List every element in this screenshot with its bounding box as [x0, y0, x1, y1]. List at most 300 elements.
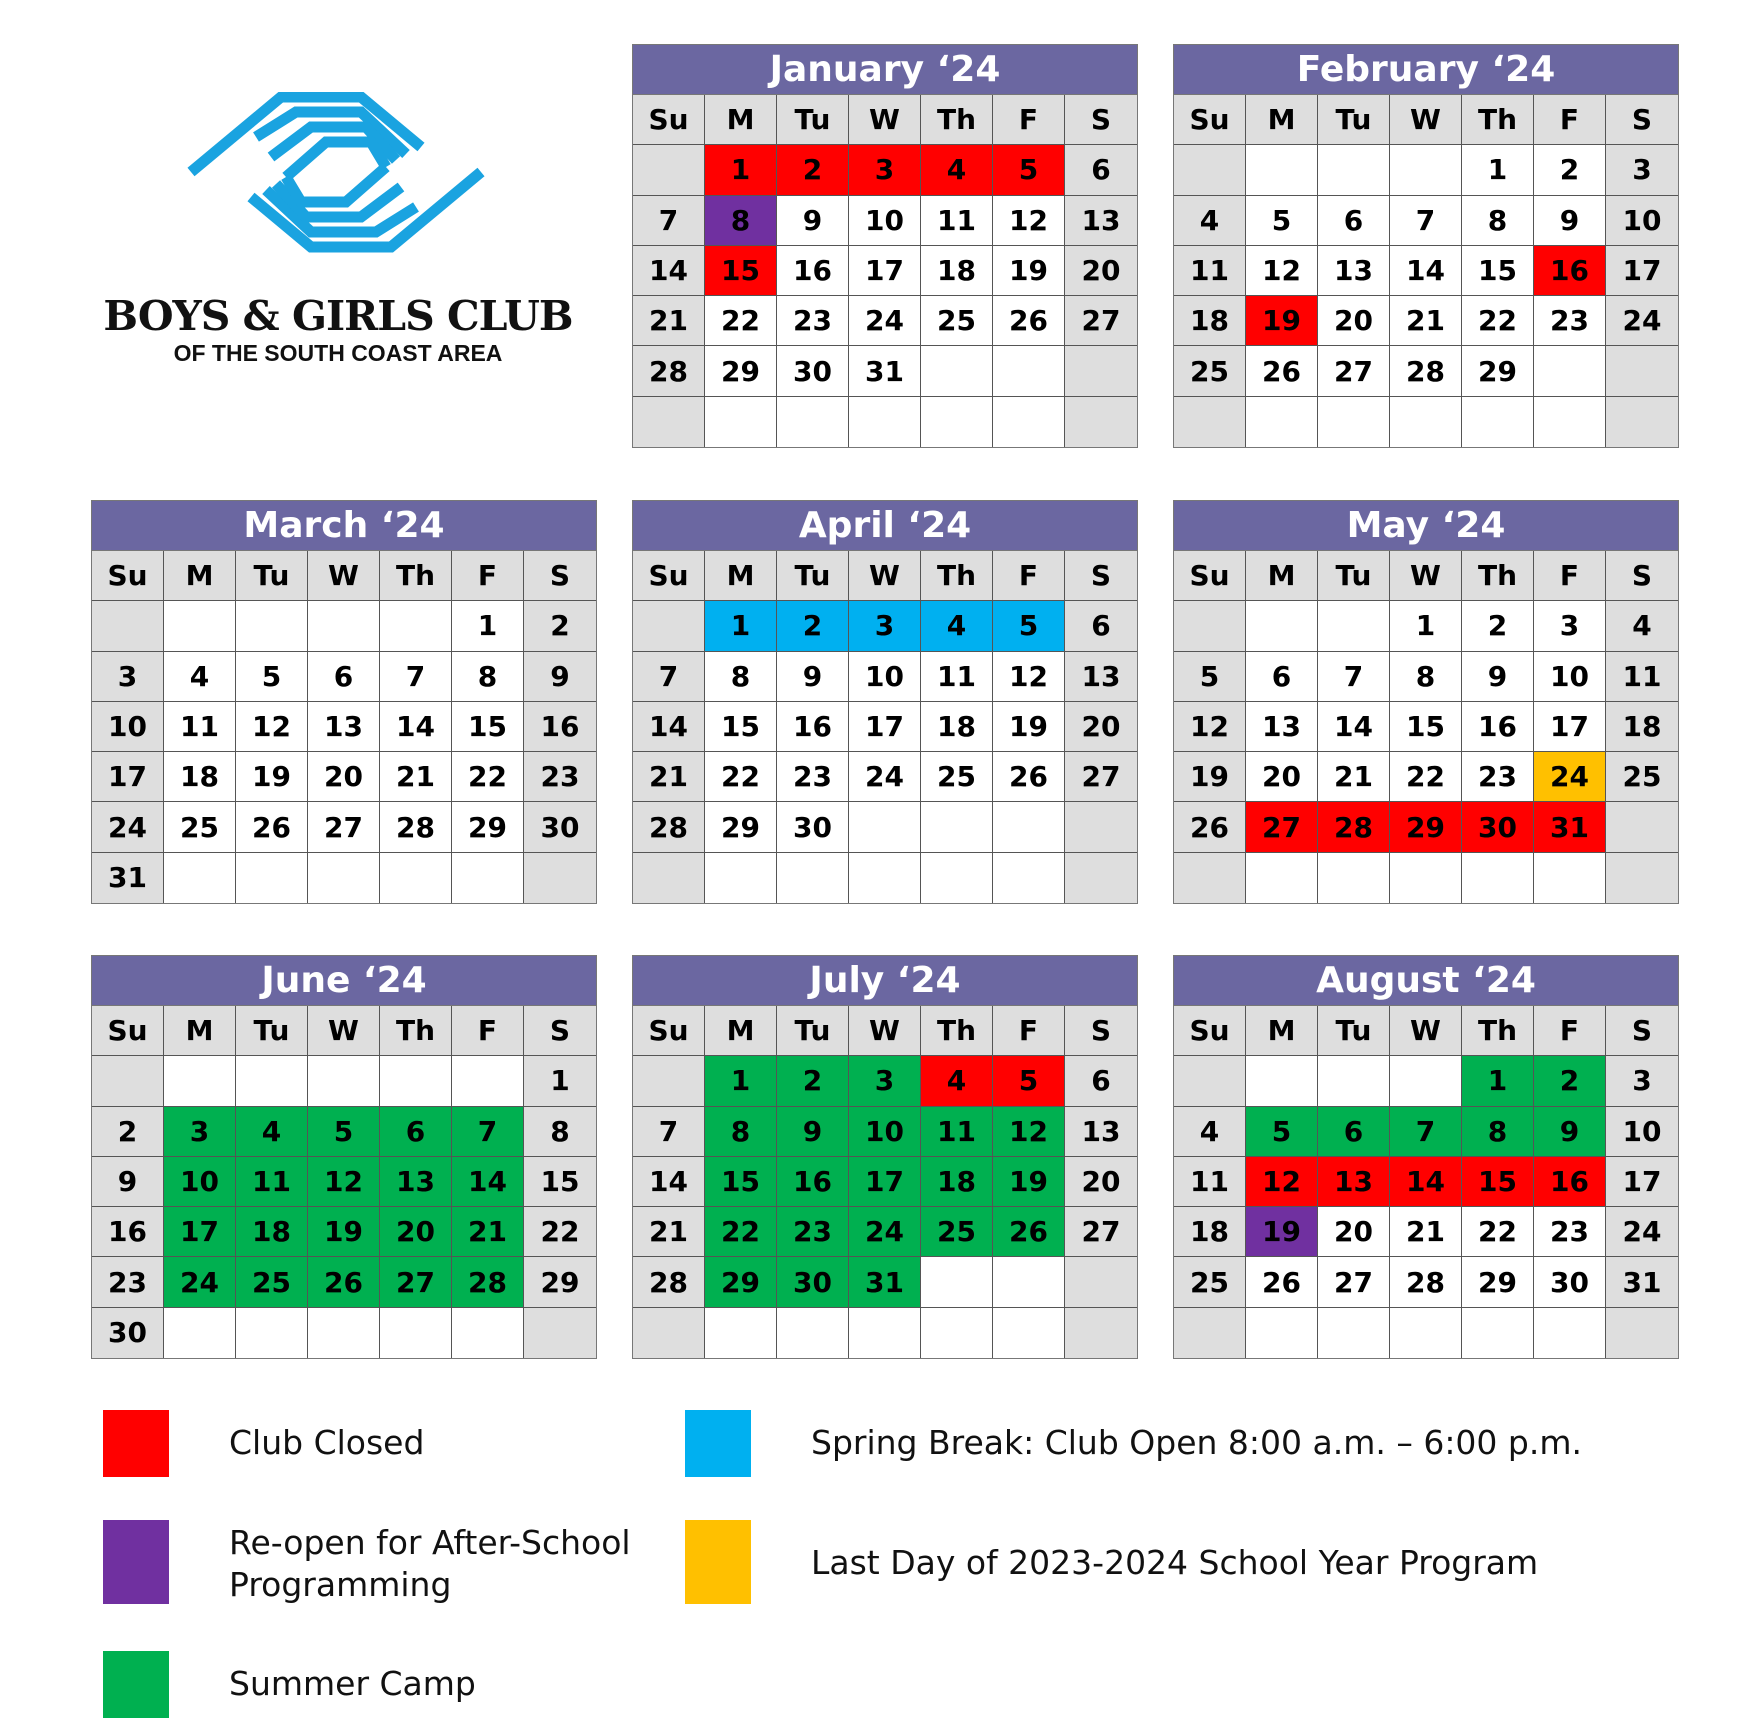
- day-cell: 16: [777, 1157, 849, 1207]
- day-cell: 18: [921, 1157, 993, 1207]
- empty-day-cell: [164, 1308, 236, 1358]
- day-cell: 16: [1462, 702, 1534, 752]
- weekday-header: Th: [380, 551, 452, 601]
- weekday-header: Th: [921, 1006, 993, 1056]
- day-cell: 8: [1462, 1107, 1534, 1157]
- legend-swatch: [685, 1520, 751, 1604]
- legend-label: Club Closed: [229, 1423, 425, 1462]
- empty-day-cell: [308, 1056, 380, 1106]
- day-cell: 1: [1462, 145, 1534, 195]
- empty-day-cell: [1174, 1056, 1246, 1106]
- day-cell: 30: [524, 802, 596, 852]
- day-cell: 3: [849, 601, 921, 651]
- empty-day-cell: [452, 1308, 524, 1358]
- day-cell: 14: [633, 1157, 705, 1207]
- day-cell: 20: [1318, 296, 1390, 346]
- day-cell: 20: [1246, 752, 1318, 802]
- day-cell: 29: [452, 802, 524, 852]
- legend-swatch: [103, 1651, 169, 1718]
- day-cell: 20: [1065, 1157, 1137, 1207]
- weekday-header: Tu: [777, 95, 849, 145]
- club-logo: [96, 92, 596, 372]
- day-cell: 23: [524, 752, 596, 802]
- day-cell: 1: [452, 601, 524, 651]
- day-cell: 18: [1174, 1207, 1246, 1257]
- weekday-header: M: [705, 95, 777, 145]
- day-cell: 11: [1174, 246, 1246, 296]
- day-cell: 19: [993, 1157, 1065, 1207]
- day-cell: 25: [1174, 1257, 1246, 1307]
- empty-day-cell: [777, 853, 849, 903]
- weekday-header: S: [524, 1006, 596, 1056]
- weekday-header: Su: [633, 551, 705, 601]
- day-cell: 16: [777, 702, 849, 752]
- day-cell: 8: [452, 652, 524, 702]
- day-cell: 24: [164, 1257, 236, 1307]
- day-cell: 27: [308, 802, 380, 852]
- day-cell: 8: [1462, 196, 1534, 246]
- day-cell: 5: [993, 601, 1065, 651]
- day-cell: 19: [993, 246, 1065, 296]
- weekday-header: F: [452, 1006, 524, 1056]
- empty-day-cell: [1246, 1308, 1318, 1358]
- day-cell: 20: [380, 1207, 452, 1257]
- day-cell: 6: [1246, 652, 1318, 702]
- day-cell: 19: [1246, 296, 1318, 346]
- day-cell: 22: [524, 1207, 596, 1257]
- empty-day-cell: [380, 601, 452, 651]
- day-cell: 31: [849, 346, 921, 396]
- day-cell: 25: [921, 1207, 993, 1257]
- day-cell: 21: [1318, 752, 1390, 802]
- day-cell: 6: [1065, 1056, 1137, 1106]
- weekday-header: Th: [921, 95, 993, 145]
- day-cell: 26: [1246, 1257, 1318, 1307]
- weekday-header: S: [524, 551, 596, 601]
- day-cell: 15: [1390, 702, 1462, 752]
- empty-day-cell: [633, 1056, 705, 1106]
- empty-day-cell: [993, 853, 1065, 903]
- day-cell: 9: [524, 652, 596, 702]
- day-cell: 26: [993, 752, 1065, 802]
- empty-day-cell: [1390, 1056, 1462, 1106]
- month-calendar: [91, 500, 597, 904]
- empty-day-cell: [1065, 1257, 1137, 1307]
- empty-day-cell: [308, 1308, 380, 1358]
- day-cell: 17: [1534, 702, 1606, 752]
- day-cell: 19: [1174, 752, 1246, 802]
- day-cell: 7: [633, 1107, 705, 1157]
- empty-day-cell: [380, 1056, 452, 1106]
- weekday-header: Tu: [1318, 95, 1390, 145]
- day-cell: 18: [921, 246, 993, 296]
- day-cell: 1: [1390, 601, 1462, 651]
- empty-day-cell: [1318, 1308, 1390, 1358]
- day-cell: 23: [1462, 752, 1534, 802]
- weekday-header: Tu: [777, 1006, 849, 1056]
- day-cell: 28: [452, 1257, 524, 1307]
- day-cell: 16: [777, 246, 849, 296]
- empty-day-cell: [1534, 397, 1606, 447]
- legend-label: Last Day of 2023-2024 School Year Program: [811, 1543, 1539, 1582]
- day-cell: 23: [92, 1257, 164, 1307]
- legend-swatch: [103, 1410, 169, 1477]
- day-cell: 6: [1065, 145, 1137, 195]
- empty-day-cell: [1065, 397, 1137, 447]
- day-cell: 1: [524, 1056, 596, 1106]
- weekday-header: Th: [921, 551, 993, 601]
- day-cell: 6: [1318, 1107, 1390, 1157]
- day-cell: 24: [849, 296, 921, 346]
- day-cell: 13: [308, 702, 380, 752]
- day-cell: 17: [1606, 1157, 1678, 1207]
- empty-day-cell: [633, 601, 705, 651]
- day-cell: 3: [92, 652, 164, 702]
- day-cell: 25: [1606, 752, 1678, 802]
- empty-day-cell: [921, 346, 993, 396]
- empty-day-cell: [1462, 397, 1534, 447]
- day-cell: 14: [1390, 1157, 1462, 1207]
- weekday-header: W: [1390, 1006, 1462, 1056]
- empty-day-cell: [1318, 1056, 1390, 1106]
- empty-day-cell: [705, 853, 777, 903]
- day-cell: 7: [1318, 652, 1390, 702]
- legend-swatch: [685, 1410, 751, 1477]
- day-cell: 24: [1606, 296, 1678, 346]
- empty-day-cell: [1174, 1308, 1246, 1358]
- month-calendar: [1173, 955, 1679, 1359]
- empty-day-cell: [1390, 145, 1462, 195]
- day-cell: 26: [993, 1207, 1065, 1257]
- day-cell: 28: [380, 802, 452, 852]
- day-cell: 13: [1246, 702, 1318, 752]
- day-cell: 10: [164, 1157, 236, 1207]
- day-cell: 4: [1174, 196, 1246, 246]
- weekday-header: Tu: [777, 551, 849, 601]
- weekday-header: M: [1246, 1006, 1318, 1056]
- day-cell: 23: [777, 1207, 849, 1257]
- day-cell: 3: [849, 1056, 921, 1106]
- weekday-header: M: [1246, 551, 1318, 601]
- day-cell: 15: [705, 1157, 777, 1207]
- empty-day-cell: [849, 802, 921, 852]
- day-cell: 9: [777, 196, 849, 246]
- day-cell: 3: [164, 1107, 236, 1157]
- legend-swatch: [103, 1520, 169, 1604]
- empty-day-cell: [705, 1308, 777, 1358]
- day-cell: 1: [1462, 1056, 1534, 1106]
- day-cell: 4: [921, 1056, 993, 1106]
- weekday-header: Su: [633, 95, 705, 145]
- weekday-header: W: [1390, 95, 1462, 145]
- day-cell: 11: [1174, 1157, 1246, 1207]
- day-cell: 10: [849, 652, 921, 702]
- day-cell: 19: [993, 702, 1065, 752]
- logo-subtitle: OF THE SOUTH COAST AREA: [173, 340, 503, 366]
- day-cell: 30: [1462, 802, 1534, 852]
- day-cell: 2: [777, 145, 849, 195]
- day-cell: 20: [1065, 702, 1137, 752]
- weekday-header: W: [1390, 551, 1462, 601]
- empty-day-cell: [1534, 853, 1606, 903]
- day-cell: 12: [993, 196, 1065, 246]
- month-title: February ‘24: [1174, 45, 1678, 95]
- day-cell: 7: [380, 652, 452, 702]
- empty-day-cell: [524, 853, 596, 903]
- day-cell: 22: [705, 296, 777, 346]
- day-cell: 23: [1534, 1207, 1606, 1257]
- day-cell: 19: [236, 752, 308, 802]
- day-cell: 15: [705, 702, 777, 752]
- day-cell: 11: [236, 1157, 308, 1207]
- empty-day-cell: [1318, 853, 1390, 903]
- day-cell: 25: [164, 802, 236, 852]
- weekday-header: M: [164, 1006, 236, 1056]
- day-cell: 2: [524, 601, 596, 651]
- day-cell: 21: [380, 752, 452, 802]
- day-cell: 22: [1390, 752, 1462, 802]
- weekday-header: Tu: [236, 551, 308, 601]
- day-cell: 8: [705, 1107, 777, 1157]
- day-cell: 21: [1390, 1207, 1462, 1257]
- day-cell: 1: [705, 601, 777, 651]
- weekday-header: S: [1065, 95, 1137, 145]
- day-cell: 21: [452, 1207, 524, 1257]
- month-calendar: [632, 500, 1138, 904]
- day-cell: 3: [1606, 1056, 1678, 1106]
- day-cell: 6: [308, 652, 380, 702]
- month-calendar: [91, 955, 597, 1359]
- day-cell: 28: [1318, 802, 1390, 852]
- day-cell: 11: [164, 702, 236, 752]
- day-cell: 13: [1065, 1107, 1137, 1157]
- day-cell: 26: [993, 296, 1065, 346]
- day-cell: 9: [777, 1107, 849, 1157]
- empty-day-cell: [1246, 601, 1318, 651]
- day-cell: 23: [777, 296, 849, 346]
- day-cell: 29: [705, 346, 777, 396]
- day-cell: 2: [1534, 1056, 1606, 1106]
- weekday-header: M: [705, 551, 777, 601]
- empty-day-cell: [92, 601, 164, 651]
- day-cell: 11: [1606, 652, 1678, 702]
- weekday-header: F: [1534, 1006, 1606, 1056]
- day-cell: 15: [705, 246, 777, 296]
- day-cell: 11: [921, 196, 993, 246]
- day-cell: 27: [1065, 1207, 1137, 1257]
- day-cell: 27: [1246, 802, 1318, 852]
- empty-day-cell: [308, 853, 380, 903]
- day-cell: 10: [1534, 652, 1606, 702]
- day-cell: 27: [1318, 1257, 1390, 1307]
- empty-day-cell: [1318, 601, 1390, 651]
- day-cell: 8: [705, 652, 777, 702]
- day-cell: 24: [1534, 752, 1606, 802]
- day-cell: 23: [777, 752, 849, 802]
- day-cell: 29: [1462, 1257, 1534, 1307]
- day-cell: 18: [921, 702, 993, 752]
- empty-day-cell: [993, 1308, 1065, 1358]
- day-cell: 14: [452, 1157, 524, 1207]
- day-cell: 14: [1318, 702, 1390, 752]
- day-cell: 31: [1606, 1257, 1678, 1307]
- day-cell: 30: [1534, 1257, 1606, 1307]
- day-cell: 15: [452, 702, 524, 752]
- legend-label: Summer Camp: [229, 1664, 476, 1703]
- weekday-header: Su: [633, 1006, 705, 1056]
- weekday-header: W: [308, 1006, 380, 1056]
- day-cell: 3: [1534, 601, 1606, 651]
- day-cell: 5: [993, 145, 1065, 195]
- weekday-header: S: [1606, 95, 1678, 145]
- empty-day-cell: [308, 601, 380, 651]
- empty-day-cell: [236, 601, 308, 651]
- day-cell: 16: [92, 1207, 164, 1257]
- month-title: January ‘24: [633, 45, 1137, 95]
- day-cell: 12: [1246, 1157, 1318, 1207]
- day-cell: 28: [633, 802, 705, 852]
- weekday-header: S: [1606, 551, 1678, 601]
- weekday-header: W: [308, 551, 380, 601]
- weekday-header: Su: [1174, 95, 1246, 145]
- empty-day-cell: [633, 397, 705, 447]
- empty-day-cell: [1606, 802, 1678, 852]
- month-title: August ‘24: [1174, 956, 1678, 1006]
- day-cell: 29: [524, 1257, 596, 1307]
- day-cell: 3: [1606, 145, 1678, 195]
- day-cell: 15: [524, 1157, 596, 1207]
- day-cell: 31: [1534, 802, 1606, 852]
- day-cell: 13: [1318, 246, 1390, 296]
- day-cell: 21: [1390, 296, 1462, 346]
- day-cell: 4: [1606, 601, 1678, 651]
- day-cell: 15: [1462, 246, 1534, 296]
- weekday-header: Su: [92, 1006, 164, 1056]
- month-calendar: [632, 955, 1138, 1359]
- empty-day-cell: [380, 1308, 452, 1358]
- empty-day-cell: [1174, 397, 1246, 447]
- day-cell: 8: [705, 196, 777, 246]
- empty-day-cell: [705, 397, 777, 447]
- day-cell: 28: [1390, 1257, 1462, 1307]
- day-cell: 13: [1318, 1157, 1390, 1207]
- weekday-header: W: [849, 1006, 921, 1056]
- day-cell: 17: [849, 702, 921, 752]
- empty-day-cell: [1065, 853, 1137, 903]
- day-cell: 22: [452, 752, 524, 802]
- day-cell: 10: [849, 1107, 921, 1157]
- day-cell: 6: [380, 1107, 452, 1157]
- day-cell: 18: [236, 1207, 308, 1257]
- day-cell: 24: [849, 752, 921, 802]
- empty-day-cell: [1462, 1308, 1534, 1358]
- day-cell: 18: [1606, 702, 1678, 752]
- empty-day-cell: [777, 397, 849, 447]
- empty-day-cell: [1462, 853, 1534, 903]
- day-cell: 30: [777, 346, 849, 396]
- empty-day-cell: [452, 853, 524, 903]
- day-cell: 14: [633, 702, 705, 752]
- weekday-header: W: [849, 551, 921, 601]
- day-cell: 14: [380, 702, 452, 752]
- day-cell: 4: [921, 145, 993, 195]
- day-cell: 22: [1462, 1207, 1534, 1257]
- day-cell: 7: [633, 652, 705, 702]
- empty-day-cell: [921, 397, 993, 447]
- empty-day-cell: [993, 1257, 1065, 1307]
- day-cell: 18: [1174, 296, 1246, 346]
- weekday-header: Su: [1174, 1006, 1246, 1056]
- empty-day-cell: [633, 145, 705, 195]
- day-cell: 2: [1534, 145, 1606, 195]
- day-cell: 19: [308, 1207, 380, 1257]
- weekday-header: S: [1065, 551, 1137, 601]
- legend-label: Spring Break: Club Open 8:00 a.m. – 6:00 p.m.: [811, 1423, 1582, 1462]
- day-cell: 14: [1390, 246, 1462, 296]
- day-cell: 12: [1174, 702, 1246, 752]
- empty-day-cell: [1390, 1308, 1462, 1358]
- weekday-header: Tu: [1318, 1006, 1390, 1056]
- day-cell: 26: [1174, 802, 1246, 852]
- day-cell: 17: [849, 1157, 921, 1207]
- weekday-header: Th: [1462, 95, 1534, 145]
- day-cell: 31: [92, 853, 164, 903]
- empty-day-cell: [921, 1308, 993, 1358]
- empty-day-cell: [92, 1056, 164, 1106]
- day-cell: 10: [92, 702, 164, 752]
- day-cell: 12: [993, 1107, 1065, 1157]
- empty-day-cell: [236, 853, 308, 903]
- month-calendar: [632, 44, 1138, 448]
- day-cell: 30: [777, 802, 849, 852]
- day-cell: 26: [308, 1257, 380, 1307]
- day-cell: 10: [1606, 196, 1678, 246]
- day-cell: 5: [236, 652, 308, 702]
- day-cell: 5: [1174, 652, 1246, 702]
- day-cell: 9: [1534, 196, 1606, 246]
- day-cell: 4: [1174, 1107, 1246, 1157]
- month-calendar: [1173, 500, 1679, 904]
- day-cell: 8: [1390, 652, 1462, 702]
- empty-day-cell: [1318, 397, 1390, 447]
- day-cell: 29: [705, 1257, 777, 1307]
- day-cell: 13: [1065, 652, 1137, 702]
- day-cell: 2: [1462, 601, 1534, 651]
- day-cell: 4: [921, 601, 993, 651]
- day-cell: 16: [524, 702, 596, 752]
- day-cell: 16: [1534, 246, 1606, 296]
- day-cell: 9: [92, 1157, 164, 1207]
- day-cell: 17: [92, 752, 164, 802]
- day-cell: 31: [849, 1257, 921, 1307]
- empty-day-cell: [1065, 802, 1137, 852]
- day-cell: 29: [705, 802, 777, 852]
- month-title: May ‘24: [1174, 501, 1678, 551]
- day-cell: 12: [236, 702, 308, 752]
- day-cell: 30: [92, 1308, 164, 1358]
- day-cell: 12: [1246, 246, 1318, 296]
- day-cell: 1: [705, 145, 777, 195]
- day-cell: 2: [777, 1056, 849, 1106]
- empty-day-cell: [633, 1308, 705, 1358]
- weekday-header: S: [1065, 1006, 1137, 1056]
- month-title: April ‘24: [633, 501, 1137, 551]
- month-title: March ‘24: [92, 501, 596, 551]
- empty-day-cell: [1390, 853, 1462, 903]
- day-cell: 10: [1606, 1107, 1678, 1157]
- empty-day-cell: [524, 1308, 596, 1358]
- day-cell: 16: [1534, 1157, 1606, 1207]
